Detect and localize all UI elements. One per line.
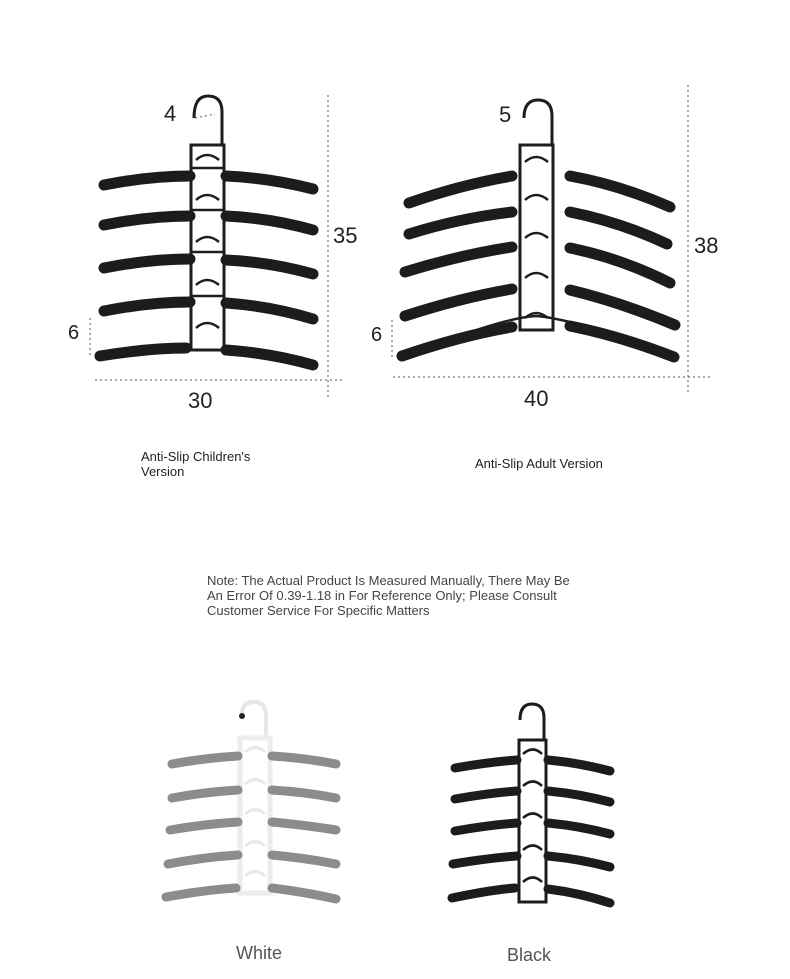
white-label: White — [236, 943, 283, 963]
children-caption: Anti-Slip Children's Version — [141, 449, 251, 479]
children-height-label: 35 — [333, 223, 358, 248]
black-arm — [452, 888, 515, 898]
black-arm — [453, 856, 517, 864]
children-spacing-label: 6 — [68, 322, 80, 344]
children-hook-label: 4 — [164, 101, 177, 126]
black-hook — [520, 704, 544, 740]
adult-spacing-label: 6 — [371, 324, 383, 346]
black-arm — [548, 791, 610, 802]
black-arm — [548, 760, 610, 771]
black-arm — [455, 760, 517, 768]
adult-hook-label: 5 — [499, 102, 512, 127]
children-width-label: 30 — [188, 388, 213, 413]
measurement-note: Note: The Actual Product Is Measured Manually, There May Be An Error Of 0.39-1.18 in For Reference Only; Please Consult Customer Service For Specific Matters — [207, 573, 570, 618]
black-label: Black — [507, 945, 552, 965]
black-arm — [548, 823, 610, 834]
black-arm — [455, 791, 517, 799]
black-arm — [455, 823, 517, 831]
adult-caption: Anti-Slip Adult Version — [475, 456, 603, 471]
adult-height-label: 38 — [694, 233, 719, 258]
adult-width-label: 40 — [524, 386, 549, 411]
black-arm — [548, 889, 610, 903]
black-arm — [548, 856, 610, 867]
